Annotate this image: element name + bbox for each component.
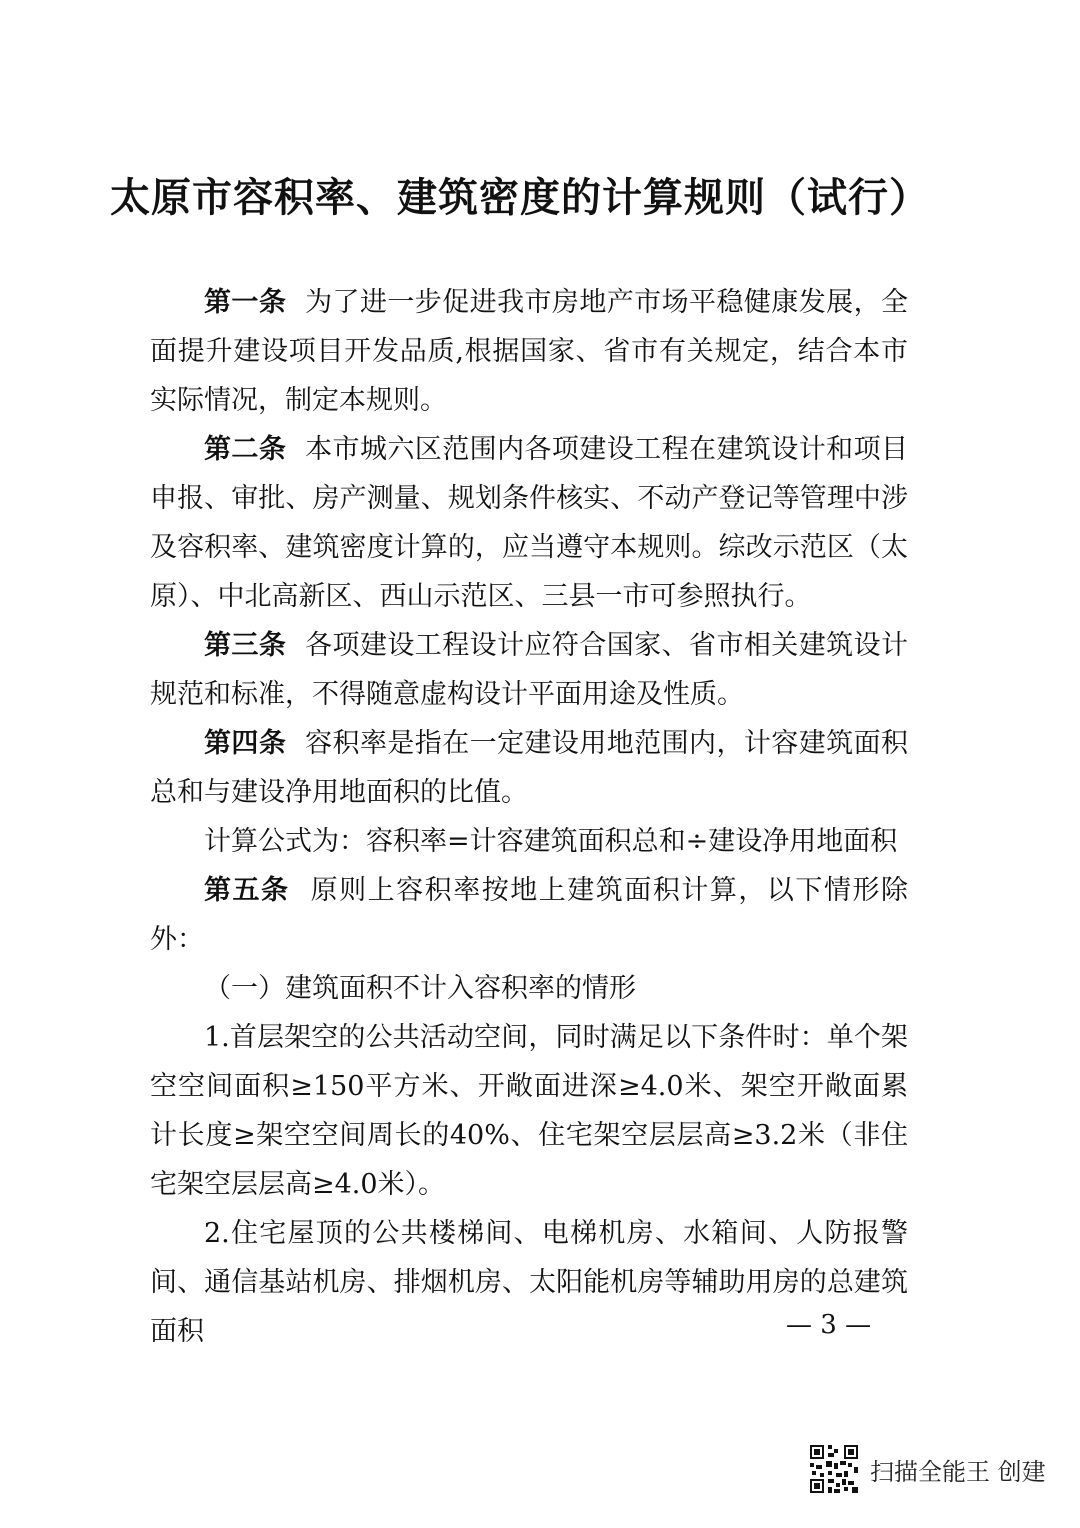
paragraph-text: 原则上容积率按地上建筑面积计算，以下情形除外： bbox=[150, 875, 908, 955]
paragraph-article-1 bbox=[150, 278, 908, 425]
qr-code-icon bbox=[808, 1443, 860, 1495]
article-label: 第二条 bbox=[204, 434, 297, 465]
page-title: 太原市容积率、建筑密度的计算规则（试行） bbox=[110, 174, 930, 221]
paragraph-subsection-1 bbox=[150, 964, 908, 1013]
paragraph-text: 计算公式为：容积率=计容建筑面积总和÷建设净用地面积 bbox=[204, 826, 898, 857]
paragraph-article-2 bbox=[150, 425, 908, 621]
paragraph-text: 2.住宅屋顶的公共楼梯间、电梯机房、水箱间、人防报警间、通信基站机房、排烟机房、太阳能机房等辅助用房的总建筑面积 bbox=[150, 1218, 908, 1347]
paragraph-article-3 bbox=[150, 621, 908, 719]
page-number: — 3 — bbox=[786, 1310, 872, 1340]
paragraph-article-5 bbox=[150, 866, 908, 964]
paragraph-text: 本市城六区范围内各项建设工程在建筑设计和项目申报、审批、房产测量、规划条件核实、不动产登记等管理中涉及容积率、建筑密度计算的，应当遵守本规则。综改示范区（太原）、中北高新区、西山示范区、三县一市可参照执行。 bbox=[150, 434, 908, 612]
paragraph-article-4 bbox=[150, 719, 908, 817]
article-label: 第四条 bbox=[204, 728, 297, 759]
scanner-watermark bbox=[808, 1432, 1046, 1506]
article-label: 第五条 bbox=[204, 875, 301, 906]
paragraph-item-1 bbox=[150, 1013, 908, 1209]
paragraph-text: 为了进一步促进我市房地产市场平稳健康发展，全面提升建设项目开发品质,根据国家、省市有关规定，结合本市实际情况，制定本规则。 bbox=[150, 287, 908, 416]
scanner-watermark-text: 扫描全能王 创建 bbox=[870, 1457, 1046, 1486]
article-label: 第三条 bbox=[204, 630, 297, 661]
document-body bbox=[150, 278, 908, 1356]
paragraph-text: 1.首层架空的公共活动空间，同时满足以下条件时：单个架空空间面积≥150平方米、开敞面进深≥4.0米、架空开敞面累计长度≥架空空间周长的40%、住宅架空层层高≥3.2米（非住宅架空层层高≥4.0米）。 bbox=[150, 1022, 908, 1200]
paragraph-formula bbox=[150, 817, 908, 866]
paragraph-text: 各项建设工程设计应符合国家、省市相关建筑设计规范和标准，不得随意虚构设计平面用途及性质。 bbox=[150, 630, 908, 710]
paragraph-text: （一）建筑面积不计入容积率的情形 bbox=[204, 973, 636, 1004]
paragraph-text: 容积率是指在一定建设用地范围内，计容建筑面积总和与建设净用地面积的比值。 bbox=[150, 728, 908, 808]
article-label: 第一条 bbox=[204, 287, 297, 318]
